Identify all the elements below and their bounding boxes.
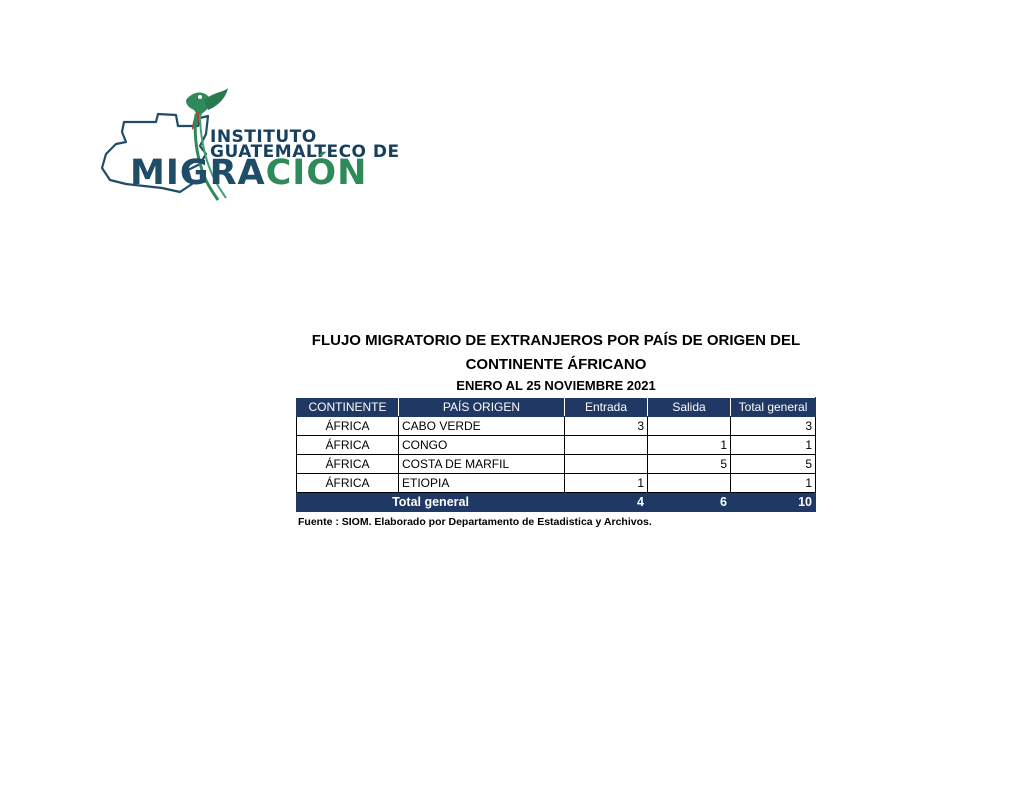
header-total-general: Total general <box>731 398 816 417</box>
cell-entrada: 1 <box>565 474 648 493</box>
cell-entrada <box>565 455 648 474</box>
table-total-row <box>297 493 816 512</box>
cell-pais: CABO VERDE <box>399 417 565 436</box>
cell-continente: ÁFRICA <box>297 436 399 455</box>
table-row <box>297 436 816 455</box>
cell-salida: 1 <box>648 436 731 455</box>
cell-salida: 5 <box>648 455 731 474</box>
cell-total: 5 <box>731 455 816 474</box>
table-row <box>297 474 816 493</box>
header-continente: CONTINENTE <box>297 398 399 417</box>
cell-total: 1 <box>731 436 816 455</box>
total-entrada: 4 <box>565 493 648 512</box>
cell-total: 1 <box>731 474 816 493</box>
logo-big-part2: CIÓN <box>265 153 368 193</box>
header-salida: Salida <box>648 398 731 417</box>
cell-salida <box>648 417 731 436</box>
cell-continente: ÁFRICA <box>297 455 399 474</box>
cell-pais: CONGO <box>399 436 565 455</box>
institute-logo <box>96 84 400 202</box>
header-pais-origen: PAÍS ORIGEN <box>399 398 565 417</box>
cell-total: 3 <box>731 417 816 436</box>
total-label: Total general <box>297 493 565 512</box>
source-note: Fuente : SIOM. Elaborado por Departamento de Estadistica y Archivos. <box>298 516 652 528</box>
header-entrada: Entrada <box>565 398 648 417</box>
cell-salida <box>648 474 731 493</box>
cell-pais: ETIOPIA <box>399 474 565 493</box>
table-row <box>297 417 816 436</box>
logo-line-2: GUATEMALTECO DE <box>210 142 400 162</box>
logo-big-part1: MIGRA <box>130 153 266 193</box>
table-row <box>297 455 816 474</box>
total-general: 10 <box>731 493 816 512</box>
cell-pais: COSTA DE MARFIL <box>399 455 565 474</box>
cell-continente: ÁFRICA <box>297 474 399 493</box>
report-period: ENERO AL 25 NOVIEMBRE 2021 <box>456 378 656 393</box>
logo-migracion <box>130 153 367 193</box>
report-title-line-1: FLUJO MIGRATORIO DE EXTRANJEROS POR PAÍS DE ORIGEN DEL <box>311 332 801 349</box>
cell-continente: ÁFRICA <box>297 417 399 436</box>
total-salida: 6 <box>648 493 731 512</box>
report-title-line-2: CONTINENTE ÁFRICANO <box>465 356 647 373</box>
migration-table <box>296 397 816 512</box>
cell-entrada <box>565 436 648 455</box>
table-header-row <box>297 398 816 417</box>
logo-line-1: INSTITUTO <box>210 127 317 147</box>
cell-entrada: 3 <box>565 417 648 436</box>
